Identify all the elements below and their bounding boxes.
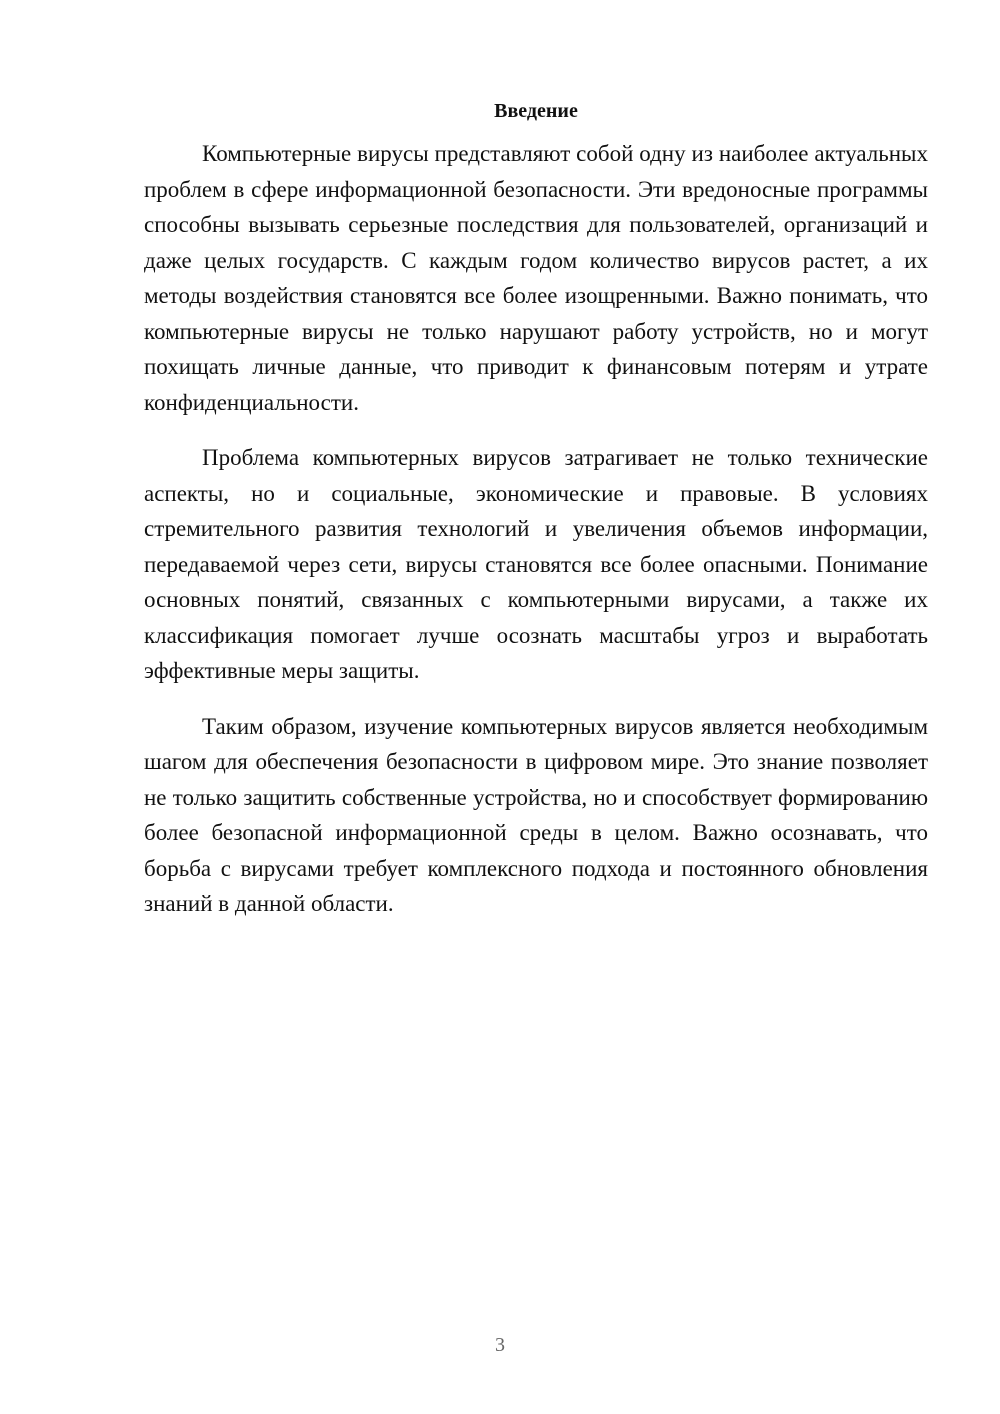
paragraph: Проблема компьютерных вирусов затрагивает не только технические аспекты, но и социальные, экономические и правовые. В условиях стремительного развития технологий и увеличения объемов информации, передаваемой через сети, вирусы становятся все более опасными. Понимание основных понятий, связанных с компьютерными вирусами, а также их классификация помогает лучше осознать масштабы угроз и выработать эффективные меры защиты. bbox=[144, 445, 928, 683]
paragraph: Таким образом, изучение компьютерных вирусов является необходимым шагом для обеспечения безопасности в цифровом мире. Это знание позволяет не только защитить собственные устройства, но и способствует формированию более безопасной информационной среды в целом. Важно осознавать, что борьба с вирусами требует комплексного подхода и постоянного обновления знаний в данной области. bbox=[144, 713, 928, 916]
page-content bbox=[144, 96, 928, 942]
page-number: 3 bbox=[495, 1334, 505, 1356]
section-title: Введение bbox=[494, 100, 578, 122]
paragraph: Компьютерные вирусы представляют собой одну из наиболее актуальных проблем в сфере информационной безопасности. Эти вредоносные программы способны вызывать серьезные последствия для пользователей, организаций и даже целых государств. С каждым годом количество вирусов растет, а их методы воздействия становятся все более изощренными. Важно понимать, что компьютерные вирусы не только нарушают работу устройств, но и могут похищать личные данные, что приводит к финансовым потерям и утрате конфиденциальности. bbox=[144, 141, 928, 415]
